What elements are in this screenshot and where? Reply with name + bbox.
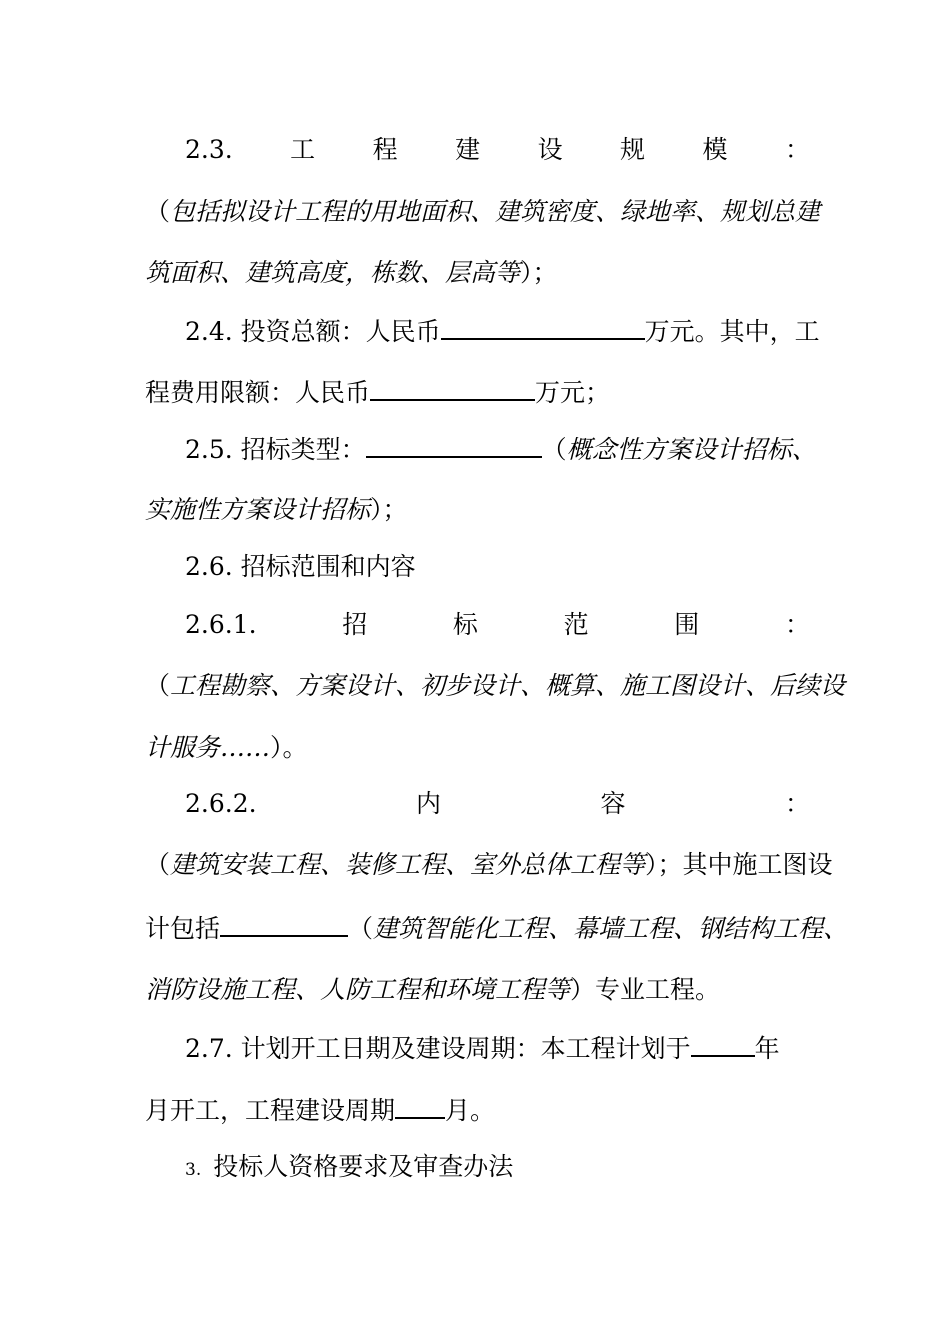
section-number: 2.6.1. [185, 610, 257, 639]
investment-blank [441, 314, 645, 340]
section-2-6-2-heading: 2.6.2. 内 容 ： [185, 787, 810, 821]
section-2-3-note-line2: 筑面积、建筑高度，栋数、层高等）； [145, 258, 558, 287]
cost-limit-blank [370, 375, 535, 401]
start-year-blank [691, 1031, 755, 1057]
tender-type-blank [366, 432, 542, 458]
section-2-6-title: 2.6. 招标范围和内容 [185, 552, 416, 581]
section-2-6-1-heading: 2.6.1. 招 标 范 围 ： [185, 608, 810, 642]
section-2-4-line2: 程费用限额：人民币 万元； [145, 375, 810, 410]
section-2-3-heading: 2.3. 工 程 建 设 规 模 ： [185, 133, 810, 167]
section-2-5-line1: 2.5. 招标类型： （概念性方案设计招标、 [185, 432, 810, 467]
period-months-blank [395, 1093, 445, 1119]
section-2-7-line2: 月开工，工程建设周期 月。 [145, 1093, 810, 1128]
section-2-7-line1: 2.7. 计划开工日期及建设周期：本工程计划于 年 [185, 1031, 810, 1066]
section-2-6-1-note-line2: 计服务……）。 [145, 733, 308, 762]
section-2-6-1-note-line1: （工程勘察、方案设计、初步设计、概算、施工图设计、后续设 [145, 671, 846, 700]
section-2-6-2-line1: （建筑安装工程、装修工程、室外总体工程等）；其中施工图设 [145, 850, 833, 879]
section-3-title: 3. 投标人资格要求及审查办法 [185, 1152, 514, 1181]
section-2-6-2-line2: 计包括 （建筑智能化工程、幕墙工程、钢结构工程、 [145, 911, 810, 946]
section-2-3-note-line1: （包括拟设计工程的用地面积、建筑密度、绿地率、规划总建 [145, 197, 821, 226]
section-2-6-2-line3: 消防设施工程、人防工程和环境工程等）专业工程。 [145, 975, 721, 1004]
section-2-5-line2: 实施性方案设计招标）； [145, 495, 408, 524]
section-number: 2.6.2. [185, 789, 257, 818]
drawing-design-blank [220, 911, 348, 937]
section-number: 3. [185, 1160, 202, 1180]
section-number: 2.3. [185, 135, 233, 164]
section-2-4-line1: 2.4. 投资总额：人民币 万元。其中，工 [185, 314, 810, 349]
